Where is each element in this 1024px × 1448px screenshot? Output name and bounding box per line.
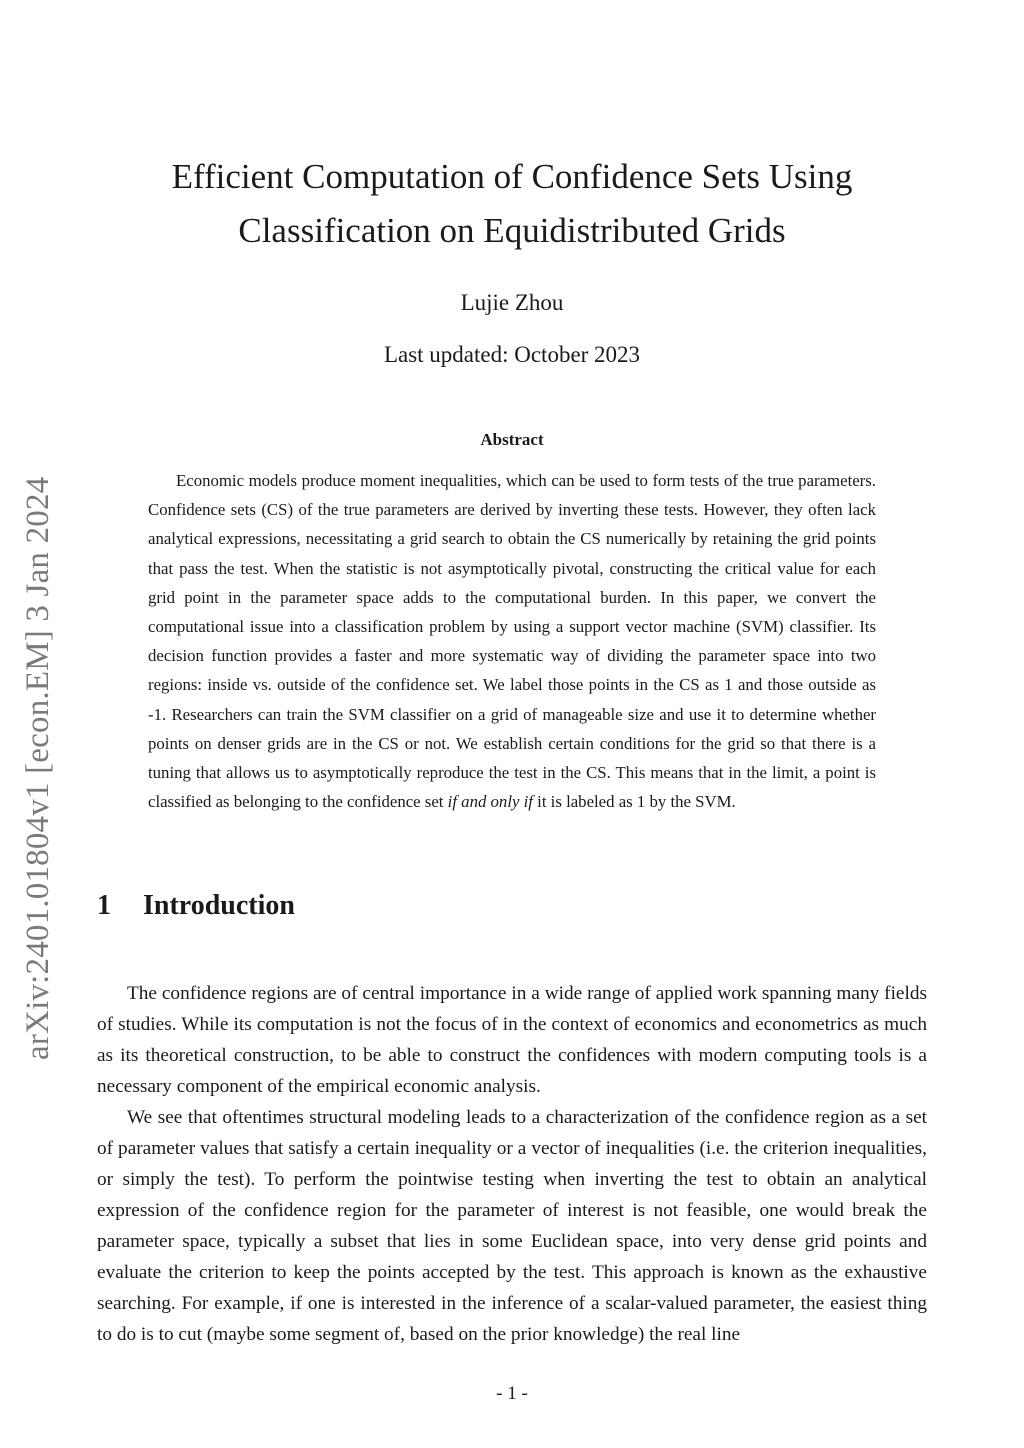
- section-title: Introduction: [143, 890, 295, 921]
- intro-paragraph-1: The confidence regions are of central importance in a wide range of applied work spanning many fields of studies. While its computation is not the focus of in the context of economics and econometrics as much as its theoretical construction, to be able to construct the confidences with modern computing tools is a necessary component of the empirical economic analysis.: [97, 983, 927, 1097]
- introduction-body: [97, 978, 927, 1350]
- arxiv-identifier-stamp[interactable]: arXiv:2401.01804v1 [econ.EM] 3 Jan 2024: [20, 476, 56, 1060]
- section-heading-introduction: [97, 886, 697, 926]
- abstract-italic-phrase: if and only if: [447, 792, 533, 812]
- abstract-text: Economic models produce moment inequalities, which can be used to form tests of the true parameters. Confidence sets (CS) of the true parameters are derived by inverting these tests. However, they often lack analytical expressions, necessitating a grid search to obtain the CS numerically by retaining the grid points that pass the test. When the statistic is not asymptotically pivotal, constructing the critical value for each grid point in the parameter space adds to the computational burden. In this paper, we convert the computational issue into a classification problem by using a support vector machine (SVM) classifier. Its decision function provides a faster and more systematic way of dividing the parameter space into two regions: inside vs. outside of the confidence set. We label those points in the CS as 1 and those outside as -1. Researchers can train the SVM classifier on a grid of manageable size and use it to determine whether points on denser grids are in the CS or not. We establish certain conditions for the grid so that there is a tuning that allows us to asymptotically reproduce the test in the CS. This means that in the limit, a point is classified as belonging to the confidence set: [148, 471, 876, 812]
- section-number: 1: [97, 890, 111, 921]
- title-line-1: Efficient Computation of Confidence Sets Using: [171, 157, 853, 196]
- page-number: - 1 -: [496, 1383, 528, 1404]
- paper-title: [100, 150, 924, 258]
- title-line-2: Classification on Equidistributed Grids: [238, 211, 786, 250]
- last-updated-date: Last updated: October 2023: [383, 342, 641, 367]
- abstract-body: [148, 466, 876, 816]
- author-name: Lujie Zhou: [460, 290, 564, 315]
- abstract-text-end: it is labeled as 1 by the SVM.: [532, 792, 736, 812]
- intro-paragraph-2: We see that oftentimes structural modeling leads to a characterization of the confidence region as a set of parameter values that satisfy a certain inequality or a vector of inequalities (i.e. the criterion inequalities, or simply the test). To perform the pointwise testing when inverting the test to obtain an analytical expression of the confidence region for the parameter of interest is not feasible, one would break the parameter space, typically a subset that lies in some Euclidean space, into very dense grid points and evaluate the criterion to keep the points accepted by the test. This approach is known as the exhaustive searching. For example, if one is interested in the inference of a scalar-valued parameter, the easiest thing to do is to cut (maybe some segment of, based on the prior knowledge) the real line: [97, 1107, 927, 1345]
- abstract-heading: Abstract: [480, 430, 544, 449]
